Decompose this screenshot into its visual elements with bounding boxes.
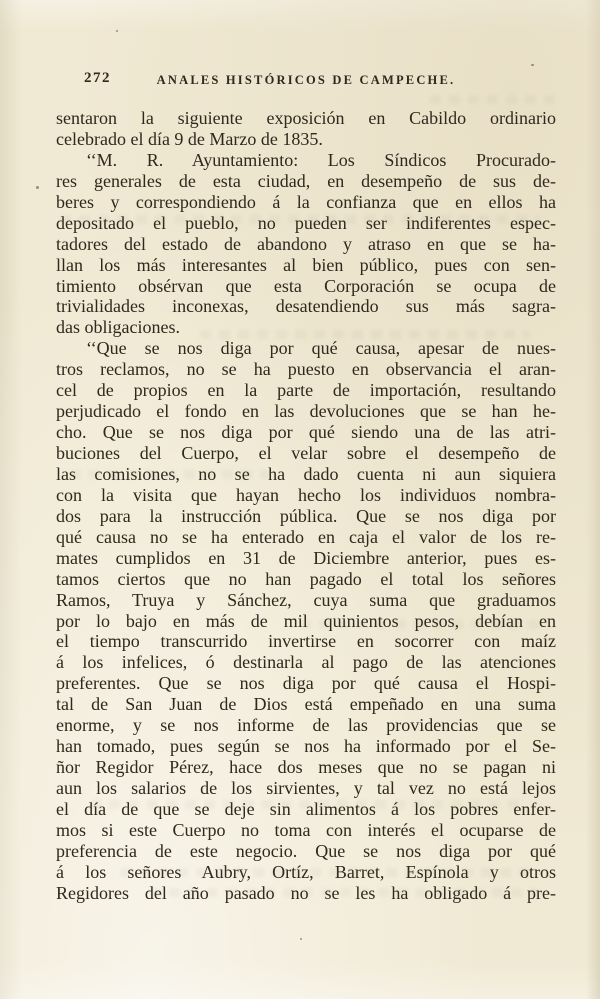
ink-speck: [116, 30, 118, 32]
text-line: trivialidades inconexas, desatendiendo sus más sagra-: [56, 296, 556, 317]
ink-speck: [36, 186, 39, 189]
text-line: á los infelices, ó destinarla al pago de las atenciones: [56, 652, 556, 673]
page-number: 272: [84, 70, 111, 86]
text-line: á los señores Aubry, Ortíz, Barret, Espínola y otros: [56, 861, 556, 882]
bleed-through-artifact: [430, 95, 560, 104]
text-line: las comisiones, no se ha dado cuenta ni aun siquiera: [56, 463, 556, 484]
text-line: preferencia de este negocio. Que se nos diga por qué: [56, 840, 556, 861]
text-line: beres y correspondiendo á la confianza que en ellos ha: [56, 191, 556, 212]
text-line: han tomado, pues según se nos ha informado por el Se-: [56, 736, 556, 757]
text-line: ‘‘Que se nos diga por qué causa, apesar de nues-: [86, 338, 556, 359]
text-line: tamos ciertos que no han pagado el total los señores: [56, 568, 556, 589]
text-line: Ramos, Truya y Sánchez, cuya suma que graduamos: [56, 589, 556, 610]
text-line: timiento obsérvan que esta Corporación se ocupa de: [56, 275, 556, 296]
text-line: llan los más interesantes al bien público, pues con sen-: [56, 254, 556, 275]
running-header: ANALES HISTÓRICOS DE CAMPECHE.: [156, 73, 456, 87]
text-line: mos si este Cuerpo no toma con interés el ocuparse de: [56, 819, 556, 840]
text-line: tros reclamos, no se ha puesto en observancia el aran-: [56, 359, 556, 380]
text-line: con la visita que hayan hecho los individuos nombra-: [56, 484, 556, 505]
text-line: tal de San Juan de Dios está empeñado en una suma: [56, 694, 556, 715]
text-line: ‘‘M. R. Ayuntamiento: Los Síndicos Procurado-: [86, 149, 556, 170]
text-line: ñor Regidor Pérez, hace dos meses que no se pagan ni: [56, 757, 556, 778]
text-line: cel de propios en la parte de importación, resultando: [56, 380, 556, 401]
text-line: depositado el pueblo, no pueden ser indiferentes espec-: [56, 212, 556, 233]
text-line: res generales de esta ciudad, en desempeño de sus de-: [56, 170, 556, 191]
text-block: [56, 108, 556, 904]
text-line: el día de que se deje sin alimentos á los pobres enfer-: [56, 798, 556, 819]
text-line: mates cumplidos en 31 de Diciembre anterior, pues es-: [56, 547, 556, 568]
text-line: das obligaciones.: [56, 317, 180, 338]
text-line: celebrado el día 9 de Marzo de 1835.: [56, 128, 323, 149]
text-line: tadores del estado de abandono y atraso en que se ha-: [56, 233, 556, 254]
ink-speck: [531, 64, 534, 66]
text-line: buciones del Cuerpo, el velar sobre el desempeño de: [56, 443, 556, 463]
ink-speck: [300, 938, 302, 940]
text-line: sentaron la siguiente exposición en Cabildo ordinario: [56, 108, 556, 128]
text-line: enorme, y se nos informe de las providencias que se: [56, 715, 556, 736]
text-line: aun los salarios de los sirvientes, y tal vez no está lejos: [56, 778, 556, 798]
text-line: Regidores del año pasado no se les ha obligado á pre-: [56, 882, 556, 903]
text-line: dos para la instrucción pública. Que se nos diga por: [56, 505, 556, 526]
text-line: el tiempo transcurrido invertirse en socorrer con maíz: [56, 631, 556, 652]
text-line: qué causa no se ha enterado en caja el valor de los re-: [56, 526, 556, 547]
text-line: perjudicado el fondo en las devoluciones que se han he-: [56, 401, 556, 422]
text-line: preferentes. Que se nos diga por qué causa el Hospi-: [56, 673, 556, 694]
text-line: por lo bajo en más de mil quinientos pesos, debían en: [56, 610, 556, 631]
text-line: cho. Que se nos diga por qué siendo una de las atri-: [56, 422, 556, 443]
